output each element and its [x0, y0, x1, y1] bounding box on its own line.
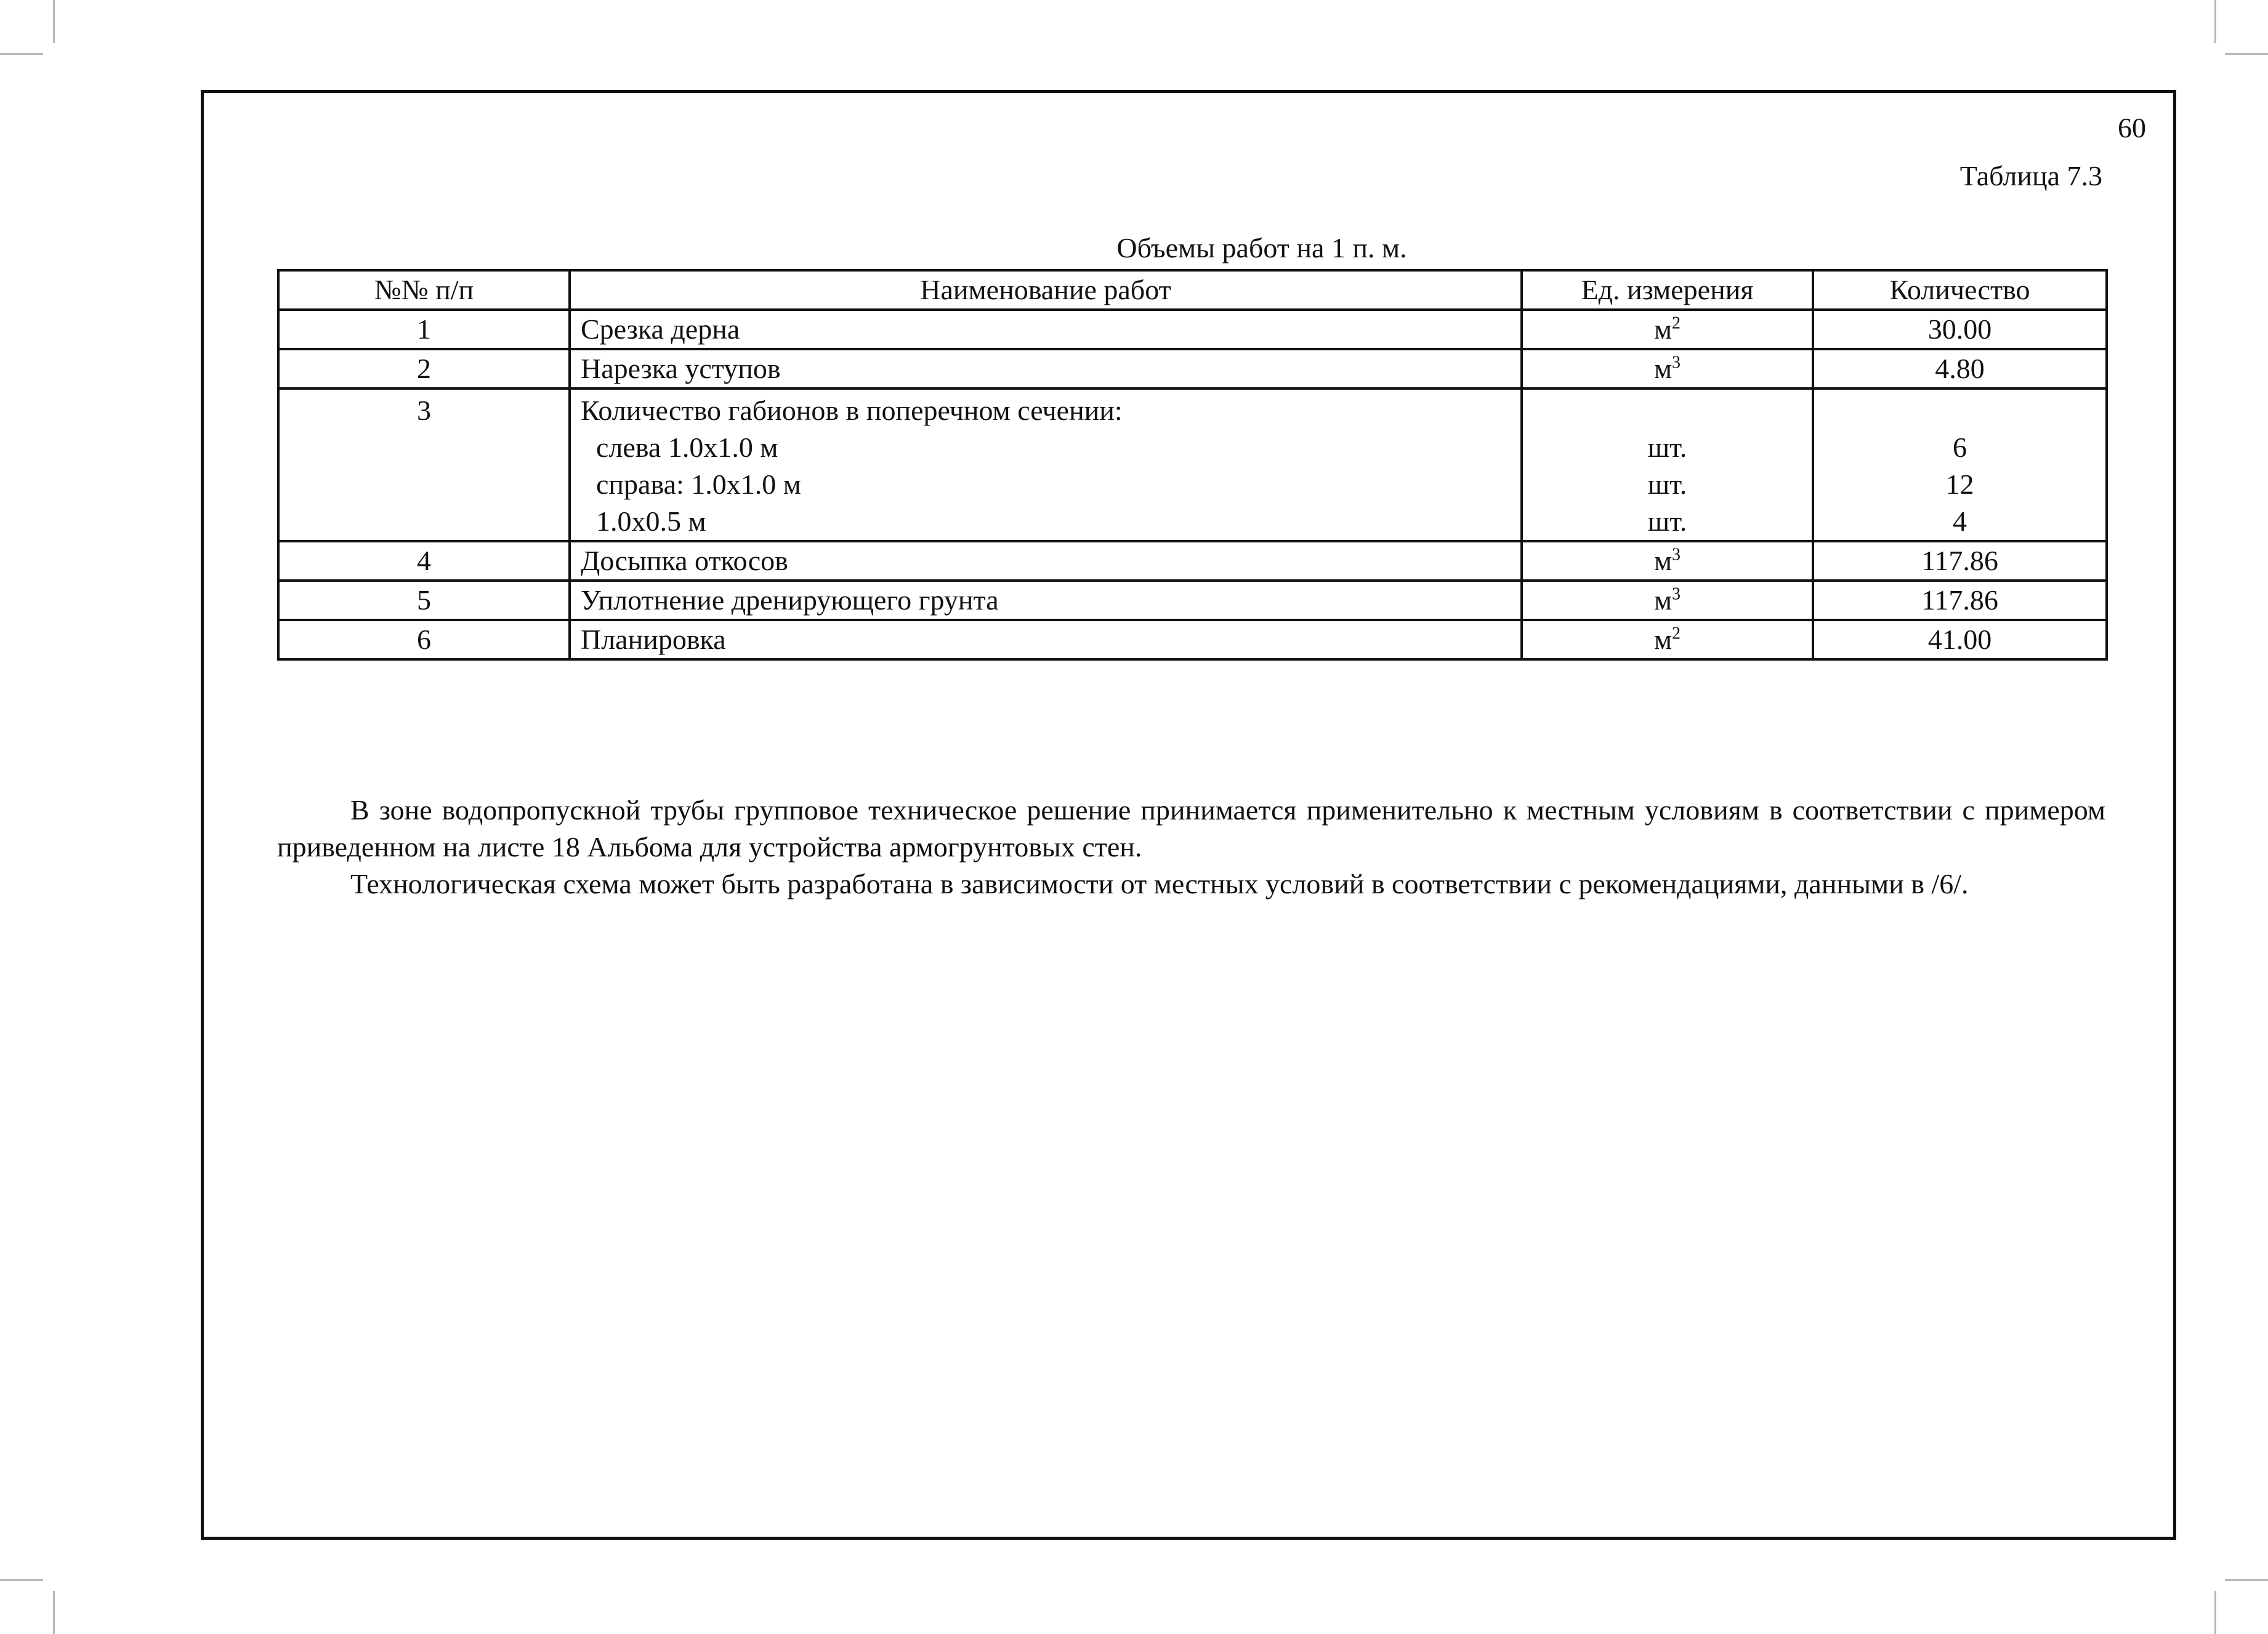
- paragraph: Технологическая схема может быть разработана в зависимости от местных условий в соответствии с рекомендациями, данными в /6/.: [350, 868, 1969, 900]
- unit-exponent: 3: [1672, 545, 1681, 565]
- row-unit: [1522, 620, 1813, 659]
- table-row: [278, 581, 2107, 620]
- table-row: [278, 310, 2107, 349]
- row-name: Досыпка откосов: [570, 541, 1522, 581]
- page-number: 60: [2118, 112, 2146, 143]
- subrow-name: 1.0x0.5 м: [596, 505, 706, 537]
- header-number: №№ п/п: [278, 270, 570, 310]
- unit-exponent: 2: [1672, 624, 1681, 643]
- body-text: [277, 792, 2105, 903]
- crop-mark: [0, 53, 43, 55]
- unit-base: м: [1653, 545, 1673, 576]
- unit-base: м: [1653, 313, 1673, 345]
- subrow-quantity: 12: [1945, 469, 1974, 500]
- row-unit: [1522, 310, 1813, 349]
- unit-base: м: [1653, 624, 1673, 655]
- unit-exponent: 3: [1672, 353, 1681, 372]
- row-number: 5: [278, 581, 570, 620]
- row-unit: [1522, 541, 1813, 581]
- subrow-quantity: 6: [1953, 432, 1967, 463]
- row-quantity: 117.86: [1813, 581, 2107, 620]
- unit-base: м: [1653, 353, 1673, 384]
- row-name: Срезка дерна: [570, 310, 1522, 349]
- unit-exponent: 2: [1672, 313, 1681, 333]
- row-number: 3: [278, 388, 570, 541]
- header-quantity: Количество: [1813, 270, 2107, 310]
- table-row: [278, 541, 2107, 581]
- row-number: 1: [278, 310, 570, 349]
- header-name: Наименование работ: [570, 270, 1522, 310]
- row-name: Планировка: [570, 620, 1522, 659]
- row-name-main: Количество габионов в поперечном сечении:: [581, 395, 1123, 426]
- header-unit: Ед. измерения: [1522, 270, 1813, 310]
- row-quantity: 41.00: [1813, 620, 2107, 659]
- row-number: 2: [278, 349, 570, 388]
- row-unit: [1522, 349, 1813, 388]
- row-quantity: 4.80: [1813, 349, 2107, 388]
- unit-exponent: 3: [1672, 584, 1681, 604]
- table-label: Таблица 7.3: [1959, 160, 2102, 191]
- subrow-quantity: 4: [1953, 505, 1967, 537]
- row-unit: [1522, 388, 1813, 541]
- table-row: [278, 349, 2107, 388]
- row-name: Уплотнение дренирующего грунта: [570, 581, 1522, 620]
- row-quantity: [1813, 388, 2107, 541]
- crop-mark: [53, 1591, 55, 1634]
- crop-mark: [2214, 1591, 2216, 1634]
- paragraph: В зоне водопропускной трубы групповое техническое решение принимается применительно к местным условиям в соответствии с примером приведенном на листе 18 Альбома для устройства армогрунтовых стен.: [277, 794, 2105, 863]
- works-table: [277, 269, 2108, 661]
- subrow-name: справа: 1.0x1.0 м: [596, 469, 801, 500]
- crop-mark: [2225, 1579, 2268, 1581]
- subrow-unit: шт.: [1647, 505, 1687, 537]
- crop-mark: [2225, 53, 2268, 55]
- table-row: [278, 620, 2107, 659]
- row-unit: [1522, 581, 1813, 620]
- page-frame: [201, 90, 2176, 1540]
- unit-base: м: [1653, 584, 1673, 616]
- row-number: 6: [278, 620, 570, 659]
- row-quantity: 30.00: [1813, 310, 2107, 349]
- subrow-unit: шт.: [1647, 432, 1687, 463]
- table-row-multiline: [278, 388, 2107, 541]
- table-caption: Объемы работ на 1 п. м.: [1116, 232, 1407, 264]
- crop-mark: [53, 0, 55, 43]
- subrow-name: слева 1.0x1.0 м: [596, 432, 778, 463]
- row-quantity: 117.86: [1813, 541, 2107, 581]
- crop-mark: [0, 1579, 43, 1581]
- crop-mark: [2214, 0, 2216, 43]
- row-number: 4: [278, 541, 570, 581]
- subrow-unit: шт.: [1647, 469, 1687, 500]
- row-name: [570, 388, 1522, 541]
- row-name: Нарезка уступов: [570, 349, 1522, 388]
- table-header-row: [278, 270, 2107, 310]
